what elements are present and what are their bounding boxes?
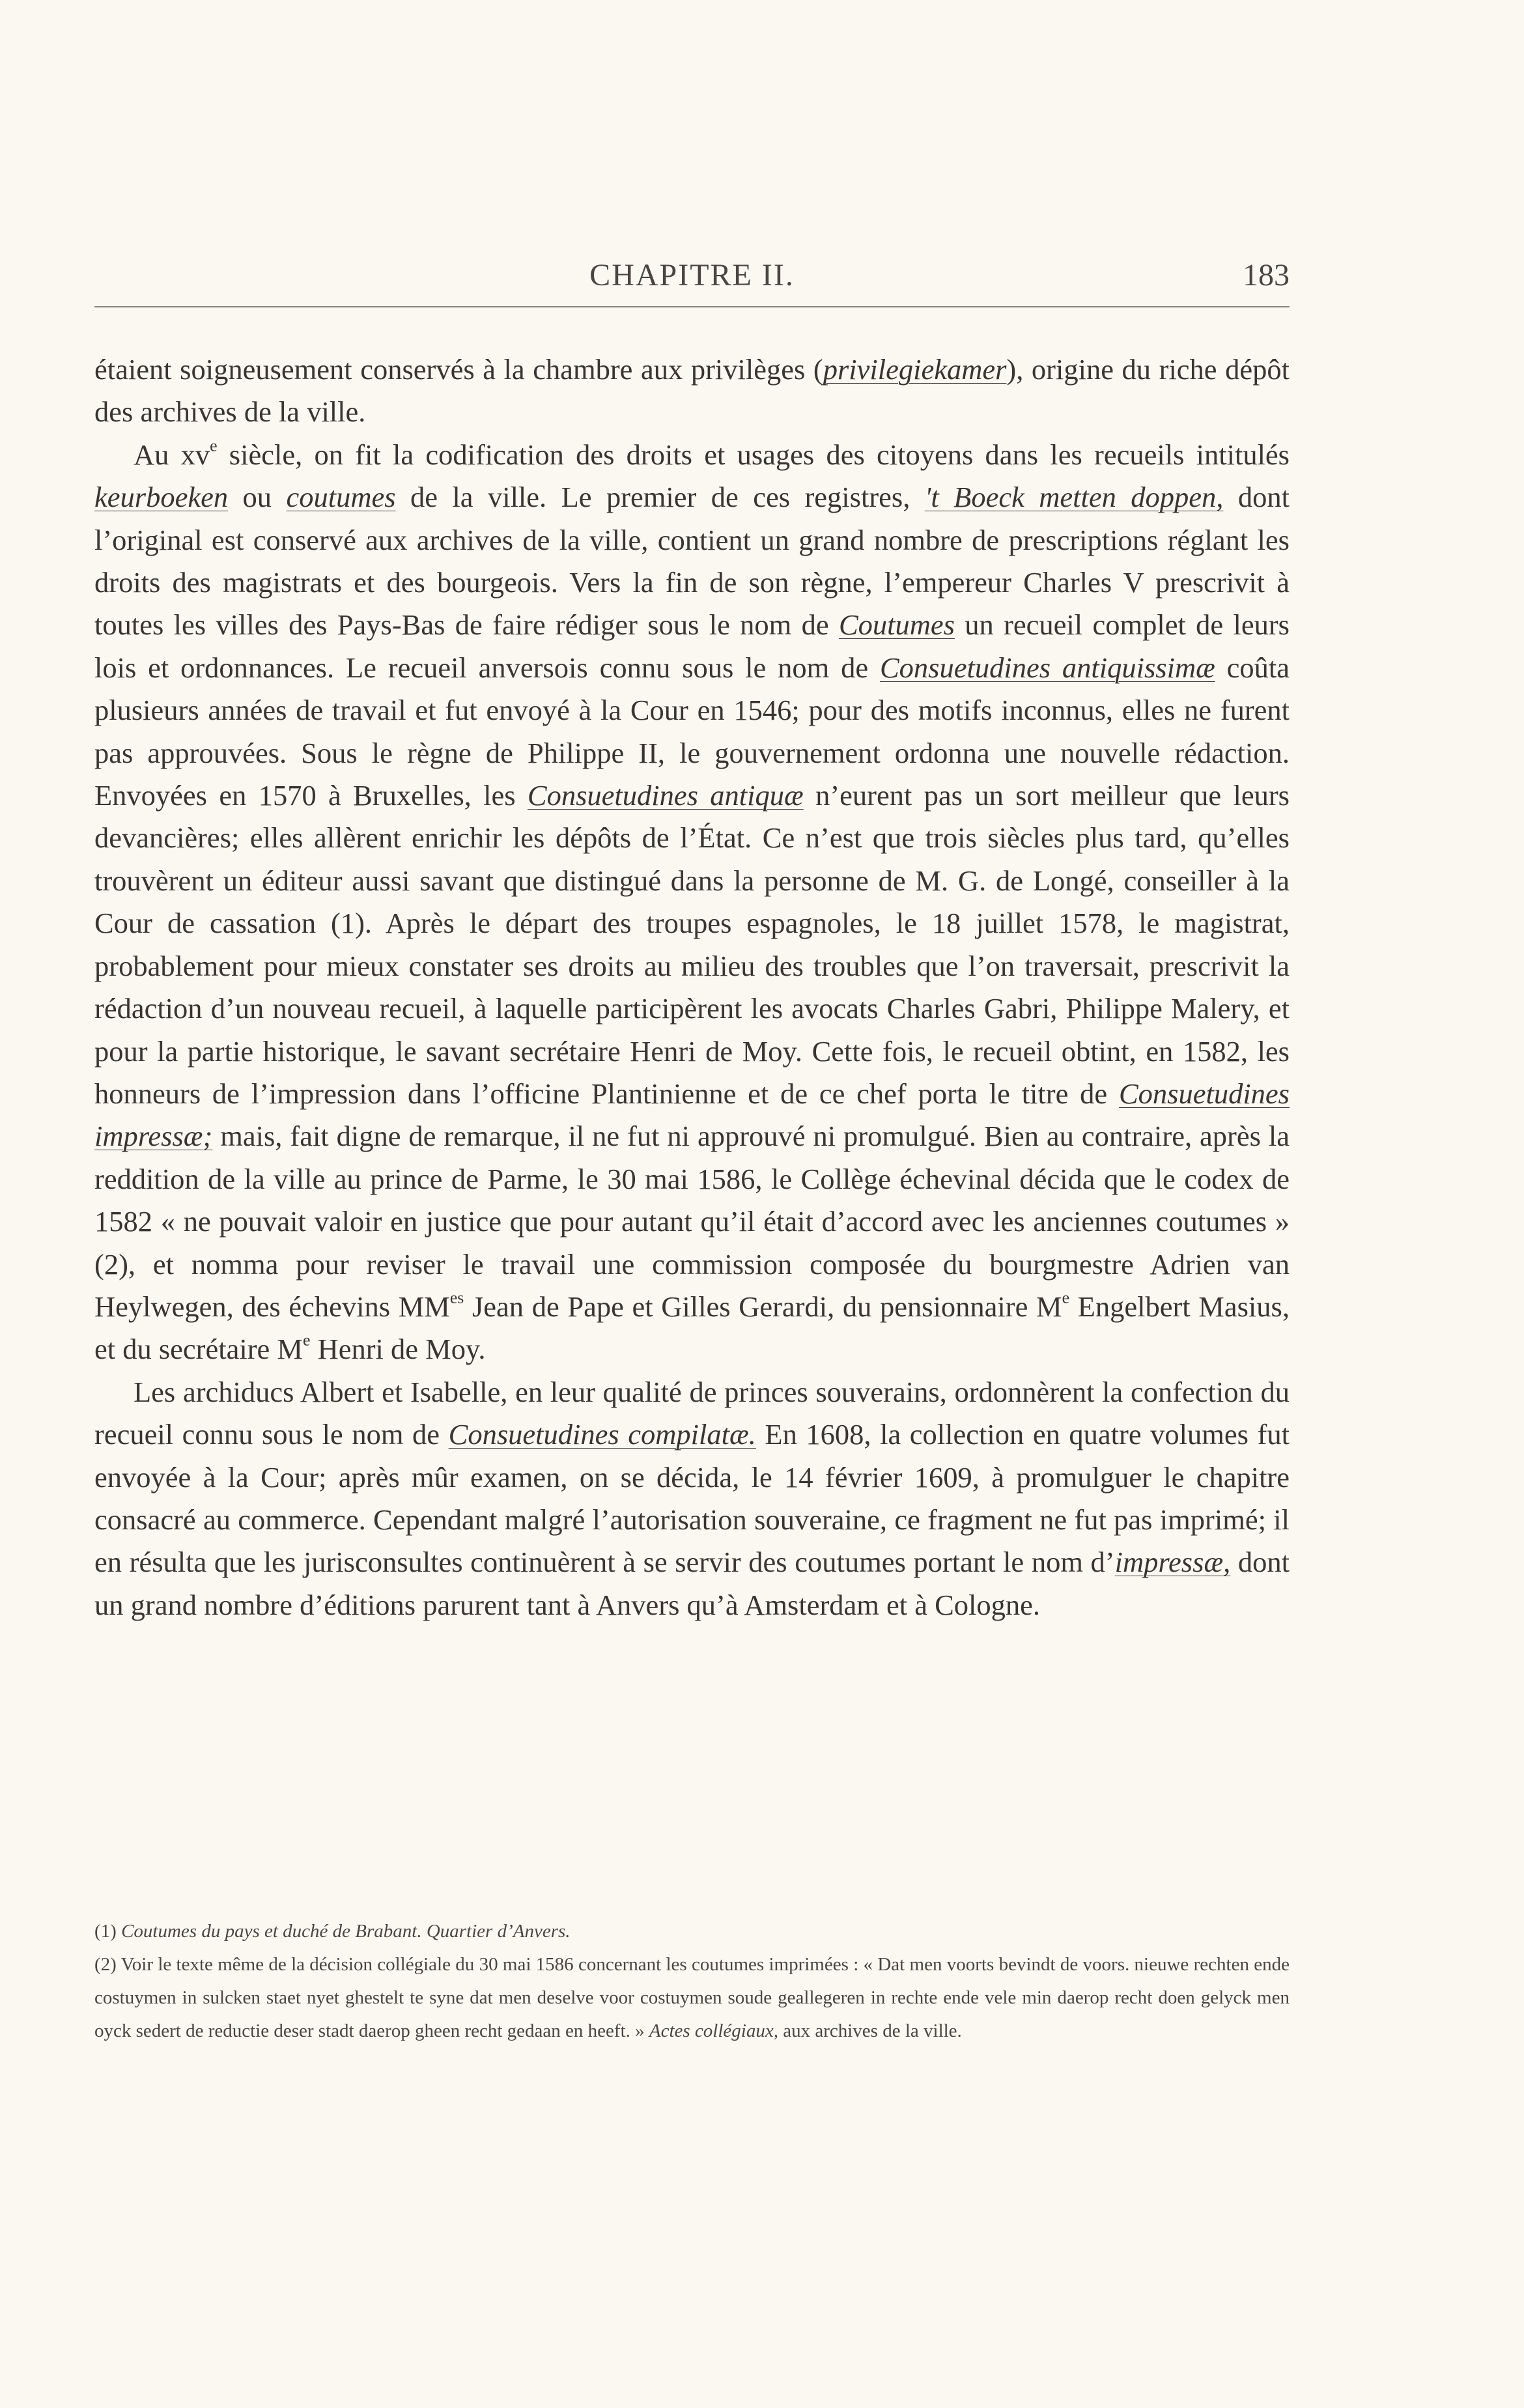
text-run: un recueil complet de leurs lois et ordonnances. Le recueil anversois connu sous le nom de [94, 608, 1290, 684]
text-run: ), origine du riche dépôt des archives de la ville. [94, 353, 1290, 429]
italic-text: Consuetudines compilatæ. [448, 1418, 756, 1451]
italic-text: privilegiekamer [823, 353, 1007, 386]
paragraph [94, 1371, 1290, 1626]
italic-text: Coutumes [838, 608, 955, 642]
italic-text: impressæ, [1114, 1546, 1231, 1579]
text-run: Les archiducs Albert et Isabelle, en leur qualité de princes souverains, ordonnèrent la confection du recueil connu sous le nom de [94, 1375, 1290, 1451]
italic-text: Coutumes du pays et duché de Brabant. Quartier d’Anvers. [121, 1921, 571, 1942]
superscript: es [449, 1288, 464, 1307]
text-run: Henri de Moy. [310, 1333, 486, 1366]
text-run: aux archives de la ville. [778, 2020, 962, 2041]
text-run: Au xv [134, 438, 210, 471]
text-run: siècle, on fit la codification des droits et usages des citoyens dans les recueils intitulés [217, 438, 1290, 471]
superscript: e [1062, 1288, 1070, 1307]
text-run: ou [228, 481, 287, 514]
footnote [94, 1915, 1290, 1948]
text-run: dont l’original est conservé aux archives de la ville, contient un grand nombre de prescriptions réglant les droits des magistrats et des bourgeois. Vers la fin de son règne, l’empereur Charles V prescrivit à toutes les villes des Pays-Bas de faire rédiger sous le nom de [94, 481, 1290, 642]
text-run: (2) Voir le texte même de la décision collégiale du 30 mai 1586 concernant les coutumes imprimées : « Dat men voorts bevindt de voors. nieuwe rechten ende costuymen in sulcken staet nyet ghestelt te syne dat men deselve voor costuymen soude geallegeren in rechte ende vele min daerop recht doen gelyck men oyck sedert de reductie deser stadt daerop gheen recht gedaan en heeft. » [94, 1954, 1290, 2041]
header-rule [94, 306, 1290, 307]
paragraph [94, 348, 1290, 434]
italic-text: coutumes [286, 481, 396, 514]
text-run: dont un grand nombre d’éditions parurent tant à Anvers qu’à Amsterdam et à Cologne. [94, 1546, 1290, 1621]
footnote [94, 1948, 1290, 2048]
body-text [94, 348, 1290, 1626]
superscript: e [303, 1330, 311, 1350]
italic-text: keurboeken [94, 481, 229, 514]
italic-text: Consuetudines antiquissimæ [879, 651, 1215, 684]
text-run: (1) [94, 1921, 122, 1942]
italic-text: Consuetudines antiquæ [527, 779, 804, 812]
superscript: e [210, 436, 218, 455]
running-head [94, 257, 1290, 304]
text-run: Jean de Pape et Gilles Gerardi, du pensionnaire M [464, 1290, 1062, 1323]
text-run: mais, fait digne de remarque, il ne fut ni approuvé ni promulgué. Bien au contraire, après la reddition de la ville au prince de Parme, le 30 mai 1586, le Collège échevinal décida que le codex de 1582 « ne pouvait valoir en justice que pour autant qu’il était d’accord avec les anciennes coutumes » (2), et nomma pour reviser le travail une commission composée du bourgmestre Adrien van Heylwegen, des échevins MM [94, 1120, 1290, 1323]
text-run: En 1608, la collection en quatre volumes fut envoyée à la Cour; après mûr examen, on se décida, le 14 février 1609, à promulguer le chapitre consacré au commerce. Cependant malgré l’autorisation souveraine, ce fragment ne fut pas imprimé; il en résulta que les jurisconsultes continuèrent à se servir des coutumes portant le nom d’ [94, 1418, 1290, 1579]
text-run: Engelbert Masius, et du secrétaire M [94, 1290, 1290, 1366]
text-run: coûta plusieurs années de travail et fut envoyé à la Cour en 1546; pour des motifs inconnus, elles ne furent pas approuvées. Sous le règne de Philippe II, le gouvernement ordonna une nouvelle rédaction. Envoyées en 1570 à Bruxelles, les [94, 651, 1290, 812]
italic-text: Consuetudines impressæ; [94, 1077, 1290, 1153]
paragraph [94, 434, 1290, 1371]
footnotes [94, 1915, 1290, 2048]
text-run: n’eurent pas un sort meilleur que leurs devancières; elles allèrent enrichir les dépôts de l’État. Ce n’est que trois siècles plus tard, qu’elles trouvèrent un éditeur aussi savant que distingué dans la personne de M. G. de Longé, conseiller à la Cour de cassation (1). Après le départ des troupes espagnoles, le 18 juillet 1578, le magistrat, probablement pour mieux constater ses droits au milieu des troubles que l’on traversait, prescrivit la rédaction d’un nouveau recueil, à laquelle participèrent les avocats Charles Gabri, Philippe Malery, et pour la partie historique, le savant secrétaire Henri de Moy. Cette fois, le recueil obtint, en 1582, les honneurs de l’impression dans l’officine Plantinienne et de ce chef porta le titre de [94, 779, 1290, 1110]
italic-text: 't Boeck metten doppen, [924, 481, 1224, 514]
text-run: étaient soigneusement conservés à la chambre aux privilèges ( [94, 353, 823, 386]
text-run: de la ville. Le premier de ces registres, [395, 481, 925, 514]
page-number: 183 [1243, 258, 1290, 292]
italic-text: Actes collégiaux, [649, 2020, 778, 2041]
chapter-title: CHAPITRE II. [589, 258, 795, 292]
